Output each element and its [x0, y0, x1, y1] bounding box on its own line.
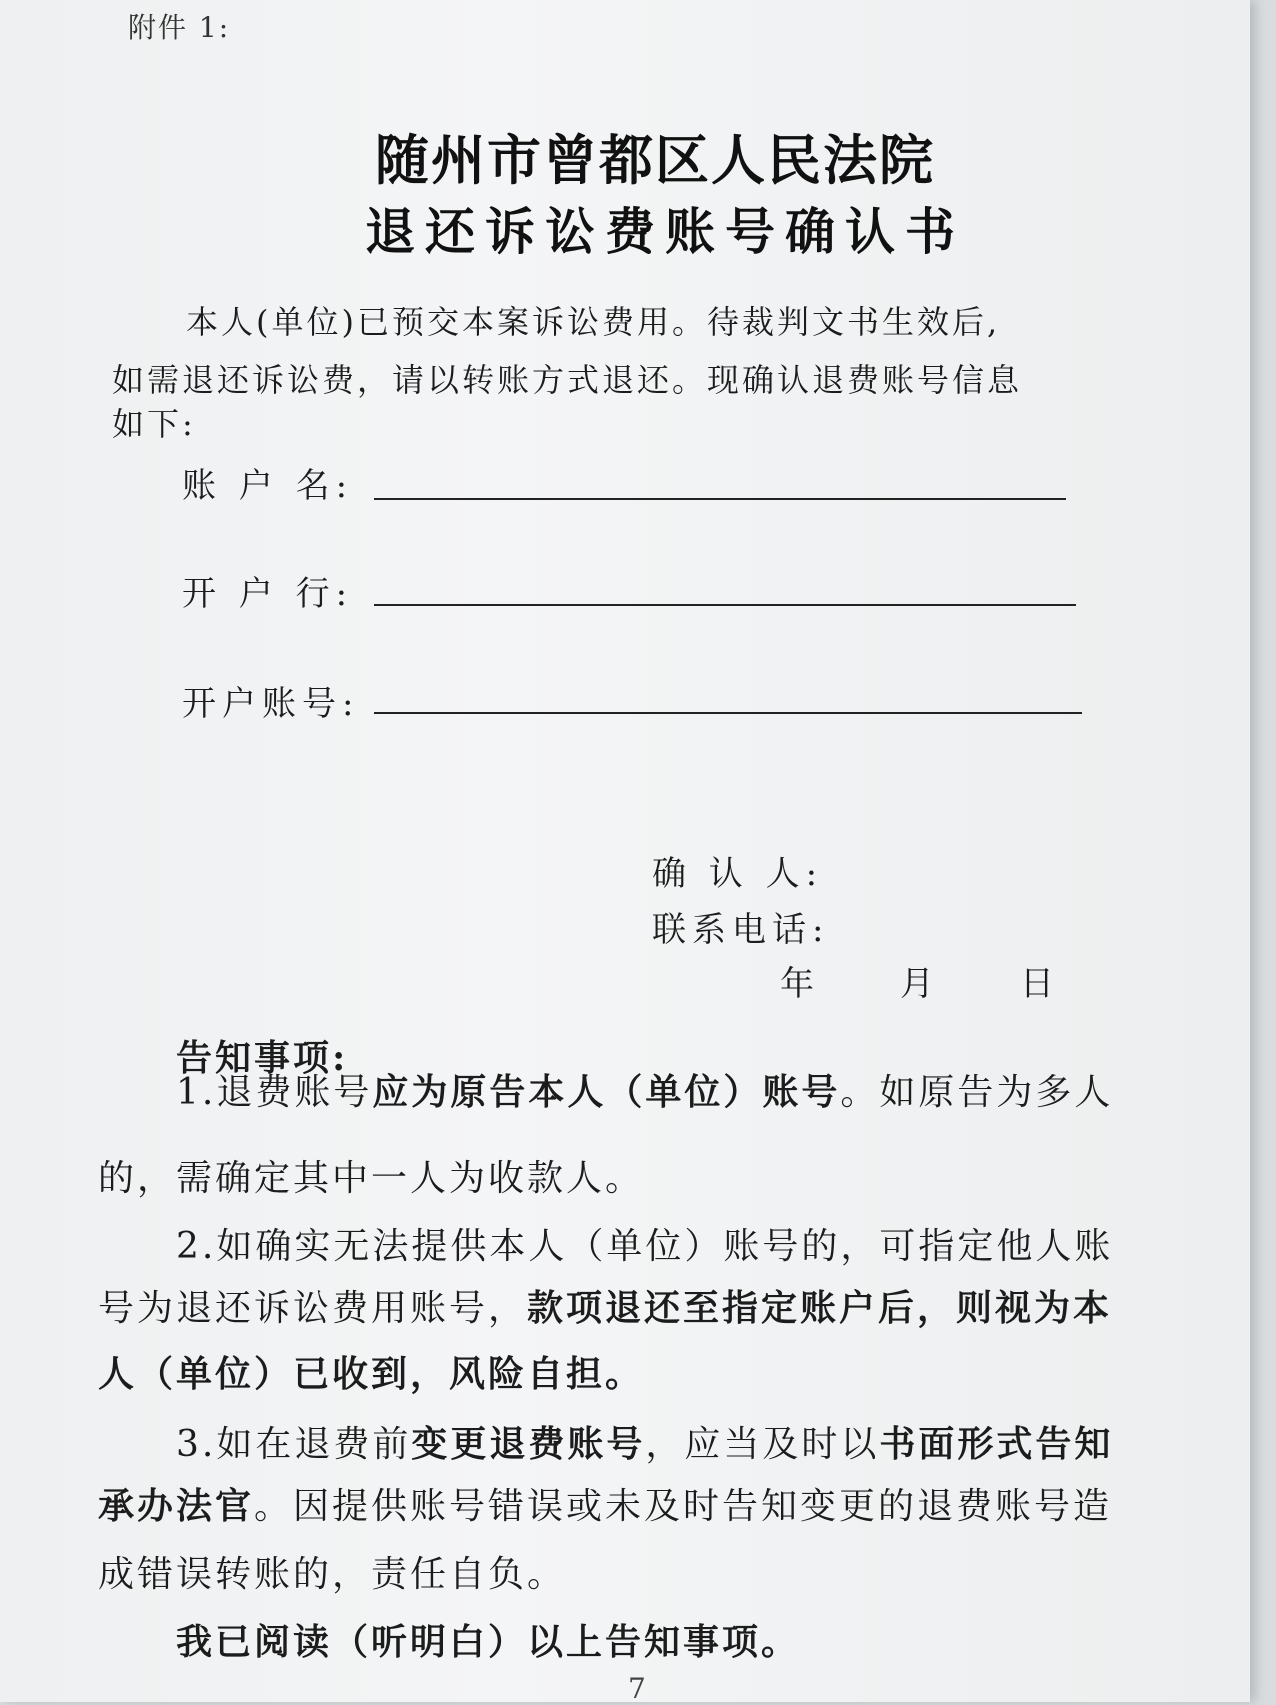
attachment-label: 附件 1:: [128, 11, 231, 44]
notice-item-3-line-1: [176, 1416, 1113, 1467]
intro-line-2: 如需退还诉讼费，请以转账方式退还。现确认退费账号信息: [112, 361, 1023, 399]
notice-text: 。如原告为多人: [840, 1072, 1114, 1113]
notice-emphasis: 应为原告本人（单位）账号: [372, 1071, 841, 1113]
account-name-blank[interactable]: [374, 498, 1066, 500]
phone-label: 联系电话:: [652, 910, 830, 950]
notice-item-1-line-1: [176, 1064, 1113, 1115]
date-label: 年 月 日: [780, 964, 1060, 1004]
notice-item-3-line-3: 成错误转账的，责任自负。: [98, 1554, 567, 1595]
notice-item-1-line-2: 的，需确定其中一人为收款人。: [98, 1158, 645, 1199]
notice-emphasis: 变更退费账号: [411, 1423, 646, 1465]
intro-line-1: 本人(单位)已预交本案诉讼费用。待裁判文书生效后,: [186, 303, 1001, 341]
notice-emphasis: 款项退还至指定账户后，则视为本: [527, 1287, 1113, 1329]
notice-text: 1.退费账号: [176, 1072, 373, 1113]
confirmer-label: 确 认 人:: [652, 854, 824, 894]
notice-text: 号为退还诉讼费用账号，: [98, 1288, 528, 1329]
acknowledgement: 我已阅读（听明白）以上告知事项。: [176, 1621, 801, 1663]
intro-line-3: 如下:: [112, 405, 196, 443]
page-number: 7: [628, 1672, 646, 1705]
notice-emphasis: 承办法官: [98, 1485, 255, 1527]
bank-blank[interactable]: [374, 604, 1076, 606]
notice-text: ，应当及时以: [645, 1424, 880, 1465]
notice-title: 告知事项:: [176, 1037, 349, 1079]
notice-item-2-line-1: 2.如确实无法提供本人（单位）账号的，可指定他人账: [176, 1226, 1114, 1267]
account-number-label: 开户账号:: [182, 684, 360, 724]
notice-text: 3.如在退费前: [176, 1424, 412, 1465]
bank-label: 开 户 行:: [182, 574, 354, 614]
notice-item-3-line-2: [98, 1478, 1112, 1529]
court-name: 随州市曾都区人民法院: [375, 128, 935, 192]
account-name-label: 账 户 名:: [182, 466, 354, 506]
notice-item-2-line-2: [98, 1280, 1112, 1331]
notice-text: 。因提供账号错误或未及时告知变更的退费账号造: [254, 1486, 1113, 1527]
document-title: 退还诉讼费账号确认书: [365, 202, 965, 261]
notice-emphasis: 书面形式告知: [879, 1423, 1114, 1465]
notice-item-2-line-3: 人（单位）已收到，风险自担。: [98, 1353, 645, 1395]
account-number-blank[interactable]: [374, 712, 1082, 714]
